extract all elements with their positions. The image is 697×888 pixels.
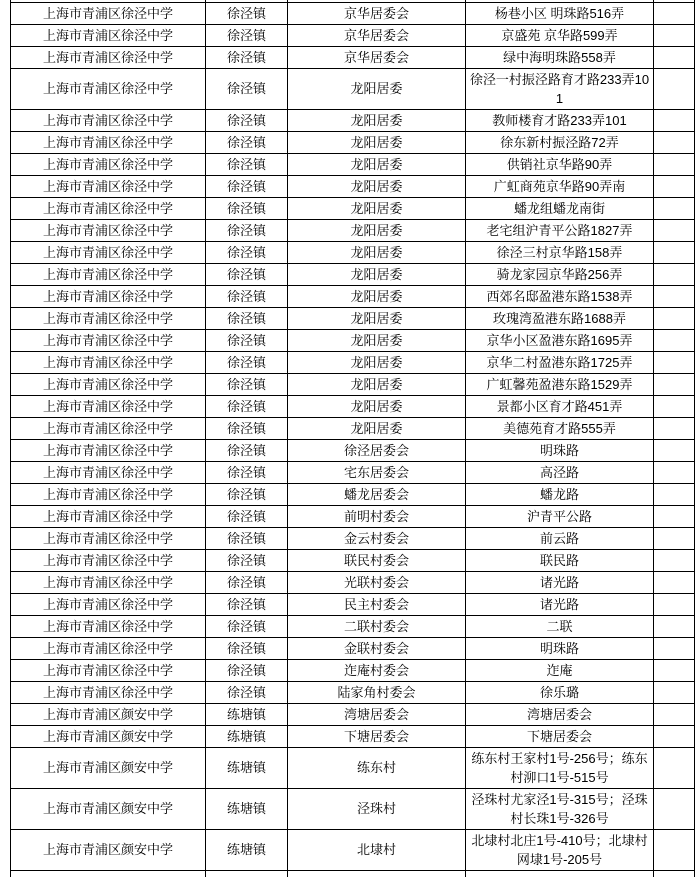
cell-blank (654, 571, 695, 593)
cell-blank (654, 637, 695, 659)
cell-address: 徐泾三村京华路158弄 (466, 241, 654, 263)
cell-address: 广虹馨苑盈港东路1529弄 (466, 373, 654, 395)
cell-town: 练塘镇 (206, 703, 288, 725)
cell-address: 供销社京华路90弄 (466, 153, 654, 175)
table-row (11, 593, 695, 615)
table-row (11, 285, 695, 307)
cell-blank (654, 131, 695, 153)
cell-address: 老宅组沪青平公路1827弄 (466, 219, 654, 241)
cell-blank (654, 439, 695, 461)
cell-address: 诸光路 (466, 593, 654, 615)
cell-town: 徐泾镇 (206, 241, 288, 263)
table-row (11, 637, 695, 659)
cell-town: 徐泾镇 (206, 527, 288, 549)
cell-school: 上海市青浦区徐泾中学 (11, 307, 206, 329)
cell-address: 景都小区育才路451弄 (466, 395, 654, 417)
cell-address: 泾珠村尤家泾1号-315号；泾珠村长珠1号-326号 (466, 788, 654, 829)
table-row (11, 24, 695, 46)
cell-school: 上海市青浦区徐泾中学 (11, 461, 206, 483)
cell-town: 徐泾镇 (206, 197, 288, 219)
cell-school: 上海市青浦区徐泾中学 (11, 2, 206, 24)
cell-address: 京华小区盈港东路1695弄 (466, 329, 654, 351)
cell-committee: 京华居委会 (288, 2, 466, 24)
cell-school: 上海市青浦区徐泾中学 (11, 417, 206, 439)
cell-committee: 龙阳居委 (288, 329, 466, 351)
cell-school: 上海市青浦区颜安中学 (11, 788, 206, 829)
cell-address: 北埭村北庄1号-410号；北埭村网埭1号-205号 (466, 829, 654, 870)
cell-committee: 迮庵村委会 (288, 659, 466, 681)
cell-school: 上海市青浦区徐泾中学 (11, 395, 206, 417)
cell-blank (654, 659, 695, 681)
cell-school: 上海市青浦区徐泾中学 (11, 329, 206, 351)
table-row (11, 747, 695, 788)
cell-address: 杨巷小区 明珠路516弄 (466, 2, 654, 24)
table-row (11, 329, 695, 351)
cell-committee: 蟠龙居委会 (288, 483, 466, 505)
cell-committee: 二联村委会 (288, 615, 466, 637)
cell-committee: 龙阳居委 (288, 175, 466, 197)
cell-blank (654, 505, 695, 527)
cell-blank (654, 285, 695, 307)
cell-town: 徐泾镇 (206, 373, 288, 395)
cell-committee: 龙阳居委 (288, 351, 466, 373)
cell-address: 西郊名邸盈港东路1538弄 (466, 285, 654, 307)
table-row (11, 461, 695, 483)
cell-school: 上海市青浦区徐泾中学 (11, 593, 206, 615)
cell-committee: 京华居委会 (288, 46, 466, 68)
cell-address: 诸光路 (466, 571, 654, 593)
partial-row-bottom (11, 870, 695, 877)
cell-town: 徐泾镇 (206, 571, 288, 593)
cell-address: 京盛苑 京华路599弄 (466, 24, 654, 46)
table-row (11, 46, 695, 68)
cell-town: 徐泾镇 (206, 46, 288, 68)
table-row (11, 571, 695, 593)
cell-committee: 龙阳居委 (288, 109, 466, 131)
cell-town: 徐泾镇 (206, 681, 288, 703)
table-row (11, 373, 695, 395)
cell-blank (654, 351, 695, 373)
cell-school: 上海市青浦区徐泾中学 (11, 571, 206, 593)
table-row (11, 703, 695, 725)
cell-committee: 联民村委会 (288, 549, 466, 571)
table-row (11, 417, 695, 439)
cell-blank (654, 175, 695, 197)
cell-school: 上海市青浦区徐泾中学 (11, 351, 206, 373)
table-row (11, 829, 695, 870)
table-row (11, 527, 695, 549)
cell-committee: 金联村委会 (288, 637, 466, 659)
cell-town: 徐泾镇 (206, 2, 288, 24)
cell-school: 上海市青浦区徐泾中学 (11, 439, 206, 461)
cell-committee: 下塘居委会 (288, 725, 466, 747)
cell-address: 蟠龙路 (466, 483, 654, 505)
cell-town: 徐泾镇 (206, 131, 288, 153)
cell-blank (654, 263, 695, 285)
cell-blank (654, 461, 695, 483)
cell-committee: 泾珠村 (288, 788, 466, 829)
cell-committee: 湾塘居委会 (288, 703, 466, 725)
table-row (11, 175, 695, 197)
cell-town: 练塘镇 (206, 725, 288, 747)
cell-committee: 龙阳居委 (288, 285, 466, 307)
cell-committee: 龙阳居委 (288, 241, 466, 263)
cell-address: 玫瑰湾盈港东路1688弄 (466, 307, 654, 329)
cell-blank (654, 483, 695, 505)
cell-town: 徐泾镇 (206, 483, 288, 505)
cell-town: 徐泾镇 (206, 417, 288, 439)
cell-school: 上海市青浦区颜安中学 (11, 703, 206, 725)
cell-address: 迮庵 (466, 659, 654, 681)
cell-school: 上海市青浦区颜安中学 (11, 725, 206, 747)
cell-school: 上海市青浦区徐泾中学 (11, 68, 206, 109)
table-row (11, 219, 695, 241)
cell-school: 上海市青浦区颜安中学 (11, 829, 206, 870)
cell-blank (654, 549, 695, 571)
cell-committee: 京华居委会 (288, 24, 466, 46)
cell-school: 上海市青浦区徐泾中学 (11, 505, 206, 527)
cell-address: 蟠龙组蟠龙南街 (466, 197, 654, 219)
table-row (11, 395, 695, 417)
cell-blank (654, 24, 695, 46)
school-address-table (10, 0, 695, 877)
cell-blank (654, 197, 695, 219)
cell-committee: 金云村委会 (288, 527, 466, 549)
cell-school: 上海市青浦区徐泾中学 (11, 659, 206, 681)
cell-school: 上海市青浦区徐泾中学 (11, 241, 206, 263)
cell-town: 徐泾镇 (206, 505, 288, 527)
cell-school: 上海市青浦区徐泾中学 (11, 131, 206, 153)
cell-blank (654, 725, 695, 747)
cell-blank (654, 2, 695, 24)
cell-blank (654, 829, 695, 870)
table-row (11, 483, 695, 505)
cell-address: 绿中海明珠路558弄 (466, 46, 654, 68)
table-row (11, 788, 695, 829)
table-row (11, 197, 695, 219)
cell-address: 高泾路 (466, 461, 654, 483)
cell-town: 徐泾镇 (206, 593, 288, 615)
cell-address: 徐泾一村振泾路育才路233弄101 (466, 68, 654, 109)
cell-committee: 光联村委会 (288, 571, 466, 593)
cell-school: 上海市青浦区徐泾中学 (11, 197, 206, 219)
cell-address: 下塘居委会 (466, 725, 654, 747)
cell-town: 徐泾镇 (206, 329, 288, 351)
cell-town: 徐泾镇 (206, 395, 288, 417)
table-row (11, 505, 695, 527)
cell-town: 徐泾镇 (206, 219, 288, 241)
cell-committee: 龙阳居委 (288, 373, 466, 395)
cell-town: 徐泾镇 (206, 153, 288, 175)
cell-school: 上海市青浦区徐泾中学 (11, 615, 206, 637)
cell-address: 沪青平公路 (466, 505, 654, 527)
cell-committee: 龙阳居委 (288, 131, 466, 153)
cell-school: 上海市青浦区徐泾中学 (11, 549, 206, 571)
table-row (11, 153, 695, 175)
cell-committee: 民主村委会 (288, 593, 466, 615)
cell-school: 上海市青浦区徐泾中学 (11, 46, 206, 68)
cell-blank (654, 395, 695, 417)
table-row (11, 439, 695, 461)
cell-town: 徐泾镇 (206, 659, 288, 681)
cell-address: 前云路 (466, 527, 654, 549)
cell-school: 上海市青浦区徐泾中学 (11, 263, 206, 285)
cell-committee: 徐泾居委会 (288, 439, 466, 461)
cell-school: 上海市青浦区徐泾中学 (11, 109, 206, 131)
cell-school: 上海市青浦区颜安中学 (11, 747, 206, 788)
cell-town: 徐泾镇 (206, 637, 288, 659)
cell-blank (654, 788, 695, 829)
cell-blank (654, 241, 695, 263)
cell-blank (654, 417, 695, 439)
cell-town: 徐泾镇 (206, 109, 288, 131)
cell-town: 练塘镇 (206, 788, 288, 829)
cell-town: 徐泾镇 (206, 285, 288, 307)
cell-town: 徐泾镇 (206, 175, 288, 197)
cell-blank (654, 109, 695, 131)
cell-town (206, 870, 288, 877)
table-row (11, 681, 695, 703)
cell-address: 广虹商苑京华路90弄南 (466, 175, 654, 197)
cell-committee: 练东村 (288, 747, 466, 788)
cell-committee (288, 870, 466, 877)
cell-town: 徐泾镇 (206, 68, 288, 109)
cell-committee: 北埭村 (288, 829, 466, 870)
table-row (11, 549, 695, 571)
cell-blank (654, 219, 695, 241)
cell-address: 徐乐璐 (466, 681, 654, 703)
cell-blank (654, 747, 695, 788)
cell-school: 上海市青浦区徐泾中学 (11, 527, 206, 549)
table-row (11, 241, 695, 263)
cell-town: 练塘镇 (206, 747, 288, 788)
table-body (11, 0, 695, 877)
cell-committee: 龙阳居委 (288, 417, 466, 439)
cell-school: 上海市青浦区徐泾中学 (11, 24, 206, 46)
cell-address: 练东村王家村1号-256号；练东村泖口1号-515号 (466, 747, 654, 788)
table-row (11, 2, 695, 24)
table-row (11, 615, 695, 637)
cell-town: 练塘镇 (206, 829, 288, 870)
cell-town: 徐泾镇 (206, 549, 288, 571)
cell-blank (654, 593, 695, 615)
cell-address: 京华二村盈港东路1725弄 (466, 351, 654, 373)
table-row (11, 68, 695, 109)
cell-committee: 前明村委会 (288, 505, 466, 527)
table-row (11, 659, 695, 681)
table-row (11, 263, 695, 285)
cell-town: 徐泾镇 (206, 263, 288, 285)
cell-address: 骑龙家园京华路256弄 (466, 263, 654, 285)
cell-town: 徐泾镇 (206, 461, 288, 483)
cell-blank (654, 373, 695, 395)
cell-committee: 龙阳居委 (288, 153, 466, 175)
cell-blank (654, 703, 695, 725)
table-row (11, 131, 695, 153)
cell-address: 徐东新村振泾路72弄 (466, 131, 654, 153)
table-row (11, 307, 695, 329)
table-row (11, 725, 695, 747)
cell-blank (654, 527, 695, 549)
cell-school: 上海市青浦区徐泾中学 (11, 637, 206, 659)
cell-school: 上海市青浦区徐泾中学 (11, 175, 206, 197)
cell-town: 徐泾镇 (206, 615, 288, 637)
cell-blank (654, 870, 695, 877)
cell-town: 徐泾镇 (206, 307, 288, 329)
cell-committee: 龙阳居委 (288, 219, 466, 241)
cell-address: 联民路 (466, 549, 654, 571)
cell-blank (654, 329, 695, 351)
cell-committee: 龙阳居委 (288, 68, 466, 109)
cell-school: 上海市青浦区徐泾中学 (11, 219, 206, 241)
cell-school: 上海市青浦区徐泾中学 (11, 681, 206, 703)
table-row (11, 109, 695, 131)
cell-committee: 龙阳居委 (288, 263, 466, 285)
cell-address: 湾塘居委会 (466, 703, 654, 725)
cell-address: 教师楼育才路233弄101 (466, 109, 654, 131)
cell-blank (654, 68, 695, 109)
cell-town: 徐泾镇 (206, 24, 288, 46)
cell-blank (654, 307, 695, 329)
cell-committee: 龙阳居委 (288, 307, 466, 329)
cell-school: 上海市青浦区徐泾中学 (11, 285, 206, 307)
cell-committee: 陆家角村委会 (288, 681, 466, 703)
cell-committee: 龙阳居委 (288, 395, 466, 417)
cell-town: 徐泾镇 (206, 439, 288, 461)
cell-school: 上海市青浦区徐泾中学 (11, 483, 206, 505)
cell-blank (654, 153, 695, 175)
cell-school: 上海市青浦区徐泾中学 (11, 153, 206, 175)
cell-blank (654, 615, 695, 637)
cell-address: 明珠路 (466, 637, 654, 659)
cell-school (11, 870, 206, 877)
cell-address (466, 870, 654, 877)
cell-blank (654, 46, 695, 68)
cell-committee: 宅东居委会 (288, 461, 466, 483)
cell-school: 上海市青浦区徐泾中学 (11, 373, 206, 395)
cell-blank (654, 681, 695, 703)
cell-committee: 龙阳居委 (288, 197, 466, 219)
cell-town: 徐泾镇 (206, 351, 288, 373)
cell-address: 美德苑育才路555弄 (466, 417, 654, 439)
cell-address: 明珠路 (466, 439, 654, 461)
cell-address: 二联 (466, 615, 654, 637)
table-row (11, 351, 695, 373)
